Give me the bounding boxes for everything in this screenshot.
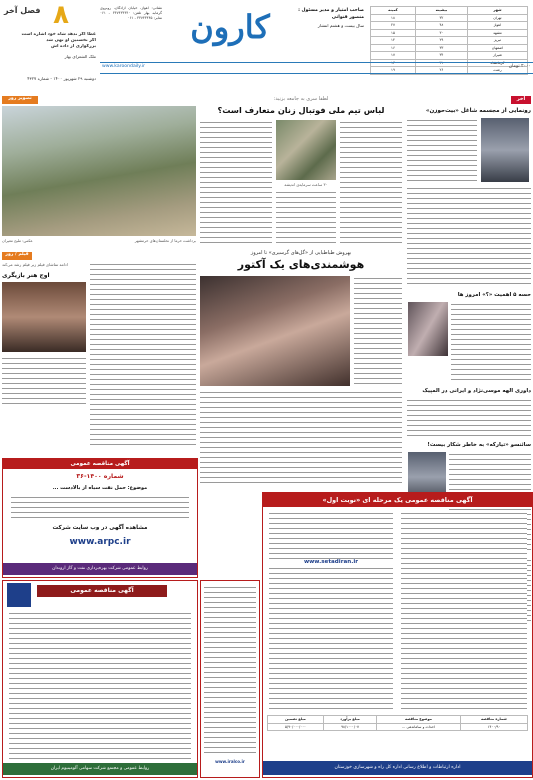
ad3-header-cell: مبلغ برآورد (323, 716, 376, 724)
ad3-table (267, 715, 528, 731)
right-column-tag: آخر (511, 96, 531, 104)
film-story-subtitle: ادامه تماشای فیلم زیر فیلم رشد می‌کند (2, 262, 68, 267)
weather-value: ۳۳ (415, 44, 467, 52)
ad1-body (11, 495, 189, 521)
right-story-4-title: سائنسو «تیارکه» به خاطر شکار بیست! (427, 442, 531, 448)
slogan-line-1: عطا اگر ندهد شاه خود اشاره است (21, 32, 96, 37)
contact-info: نشانی: اهواز، خیابان آزادگان، روبروی گرمابه بهار تلفن: ۳۳۷۴۳۴۴۴۰ - ۰۶۱ نمابر: ۳۳۷۴۳۴۴۵ - ۰۶۱ (100, 6, 162, 20)
weather-city: رشت (467, 67, 527, 75)
actor-story (200, 250, 402, 490)
publisher-title: صاحب امتیاز و مدیر مسئول : (298, 8, 364, 13)
season-box (2, 2, 97, 88)
right-story-2-body (451, 302, 531, 382)
ad3-header-cell: مبلغ تضمین (268, 716, 324, 724)
center-top-kicker: لطفا سری به جامعه بزنید: (273, 96, 329, 102)
weather-city: تهران (467, 14, 527, 22)
film-story-body (90, 262, 196, 448)
team-photo (276, 120, 336, 180)
weather-value: ۳۲ (415, 14, 467, 22)
film-still-photo (2, 282, 86, 352)
ad3-cell: ۹۸/۱۰۰۰/۰۷ (323, 723, 376, 731)
ad-tender-arpc (2, 458, 198, 578)
weather-header-cell: بیشینه (415, 7, 467, 15)
weather-city: مشهد (467, 29, 527, 37)
weather-row (371, 52, 528, 60)
statue-photo (481, 118, 529, 182)
ad3-table-header (268, 716, 528, 724)
ad3-footer: اداره ارتباطات و اطلاع رسانی اداره کل راه و شهرسازی خوزستان (263, 761, 532, 775)
actor-photo-collage (200, 276, 350, 386)
ad2-footer: روابط عمومی و مجتمع شرکت سهامی آلومینیوم ایران (3, 763, 197, 775)
photo-of-day-tag: تصویر روز (2, 96, 38, 104)
actor-story-headline: هوشمندی‌های یک آکتور (237, 258, 365, 271)
photo-of-day (2, 96, 196, 246)
ad3-cell: احداث و ساماندهی ... (377, 723, 461, 731)
weather-value: ۱۶ (371, 44, 416, 52)
right-story-3-body (407, 398, 531, 438)
ad3-header-cell: موضوع مناقصه (377, 716, 461, 724)
photo-of-day-caption-2: برداشت خرما از نخلستان‌های خرمشهر (134, 238, 196, 243)
site-bar (100, 62, 533, 74)
weather-value: ۲۶ (415, 67, 467, 75)
ad-tender-aluminium (2, 580, 198, 778)
film-story (2, 252, 196, 452)
right-story-1-title: رونمایی از مجسمه شاغل «بیت‌حوزن» (425, 108, 531, 114)
team-photo-caption: ۳۰ ساعت سرمایه‌ی اندیشه (284, 182, 328, 187)
ad2-body (9, 611, 191, 761)
weather-value: ۱۳ (371, 59, 416, 67)
ad1-number: شماره ۱۴۰۰-۳۶ (76, 473, 124, 480)
center-top-story (200, 96, 402, 246)
ad3-table-row (268, 723, 528, 731)
ad1-site[interactable]: www.arpc.ir (69, 537, 131, 547)
actor-story-body-1 (354, 276, 402, 386)
ad1-footer: روابط عمومی شرکت بهره‌برداری نفت و گاز اروندان (3, 563, 197, 575)
weather-value: ۲۹ (415, 37, 467, 45)
ad4-site[interactable]: www.iralco.ir (215, 759, 245, 764)
weather-row (371, 14, 528, 22)
right-story-1-body (407, 118, 477, 182)
ad1-title: آگهی مناقصه عمومی (3, 459, 197, 469)
logo-block (180, 2, 280, 60)
center-top-headline: لباس تیم ملی فوتبال زنان متعارف است؟ (217, 105, 385, 115)
right-story-3-title: داوری الهه موسی‌نژاد و ایرانی در المپیک (422, 388, 531, 394)
slogan-signature: ملک الشعرای بهار (64, 54, 96, 59)
slogan-line-2: اگر نخستین او تهی شد (46, 38, 96, 43)
season-label: فصل آخر (4, 6, 41, 15)
weather-value: ۳۰ (415, 29, 467, 37)
ad3-cell: ۱۴۰۰/۹۰ (460, 723, 527, 731)
film-story-tag: فیلم / روز (2, 252, 32, 260)
publisher-year: سال بیست و هشتم انتشار (317, 23, 364, 28)
right-story-2-title: حسه ۵ اهمیت «؟» امروز ها (457, 292, 531, 298)
aluminium-logo (7, 583, 31, 607)
ad4-body (204, 585, 256, 755)
weather-value: ۲۷ (371, 22, 416, 30)
ad2-title: آگهی مناقصه عمومی (37, 585, 167, 597)
weather-city: کرمانشاه (467, 59, 527, 67)
ad3-header-cell: شماره مناقصه (460, 716, 527, 724)
ad3-site[interactable]: www.setadiran.ir (269, 559, 393, 565)
film-story-title: اوج هنر بازیگری (2, 272, 50, 279)
ad-tender-road (262, 492, 533, 778)
site-url[interactable]: www.karoondaily.ir (102, 64, 145, 69)
ad-tender-iralco (200, 580, 260, 778)
publisher-block (284, 8, 364, 48)
ad3-cell: ۵/۹۰/۰۰۰/۰۰۰ (268, 723, 324, 731)
weather-value: ۱۵ (371, 29, 416, 37)
weather-header-row (371, 7, 528, 15)
weather-header-cell: شهر (467, 7, 527, 15)
weather-value: ۴۸ (415, 22, 467, 30)
center-top-body-3 (200, 120, 272, 246)
ad1-subject: موضوع: حمل نفت سیاه از بالادست ... (52, 485, 148, 491)
publisher-name: منصور قنواتی (331, 15, 364, 20)
season-number: ۸ (53, 0, 69, 30)
referee-photo (408, 302, 448, 356)
weather-city: تبریز (467, 37, 527, 45)
weather-row (371, 44, 528, 52)
center-top-body-1 (340, 120, 402, 246)
weather-row (371, 37, 528, 45)
right-story-1-body-2 (407, 186, 531, 286)
center-top-body-2 (276, 190, 336, 246)
weather-city: اهواز (467, 22, 527, 30)
film-story-body-2 (2, 356, 86, 406)
weather-value: ۱۹ (371, 67, 416, 75)
price-label: ۲۰۰۰ تومان (508, 64, 531, 69)
weather-value: ۳۱ (415, 59, 467, 67)
weather-city: اصفهان (467, 44, 527, 52)
weather-value: ۱۸ (371, 14, 416, 22)
palm-harvest-photo (2, 106, 196, 236)
weather-header-cell: کمینه (371, 7, 416, 15)
actor-story-body-2 (200, 390, 402, 486)
ad1-note: مشاهده آگهی در وب سایت شرکت (52, 525, 148, 531)
weather-value: ۱۴ (371, 37, 416, 45)
weather-city: شیراز (467, 52, 527, 60)
weather-row (371, 29, 528, 37)
weather-value: ۳۴ (415, 52, 467, 60)
photo-of-day-caption: عکس: ملیح معیران (2, 238, 33, 243)
actor-story-kicker: بهروش طباطبایی از «گل‌های گرسیری» تا امروز (250, 250, 352, 256)
issue-line: دوشنبه ۲۹ شهریور ۱۴۰۰ - شماره ۴۳۲۷ (27, 76, 96, 81)
slogan-line-3: بزرگواری از داده اش (50, 44, 96, 49)
ad3-title: آگهی مناقصه عمومی یک مرحله ای «نوبت اول» (263, 493, 532, 507)
ad3-body-right (401, 511, 527, 711)
weather-value: ۱۷ (371, 52, 416, 60)
weather-row (371, 22, 528, 30)
ad3-body-left (269, 511, 393, 711)
masthead (0, 0, 533, 90)
newspaper-logo: کارون (190, 8, 270, 46)
